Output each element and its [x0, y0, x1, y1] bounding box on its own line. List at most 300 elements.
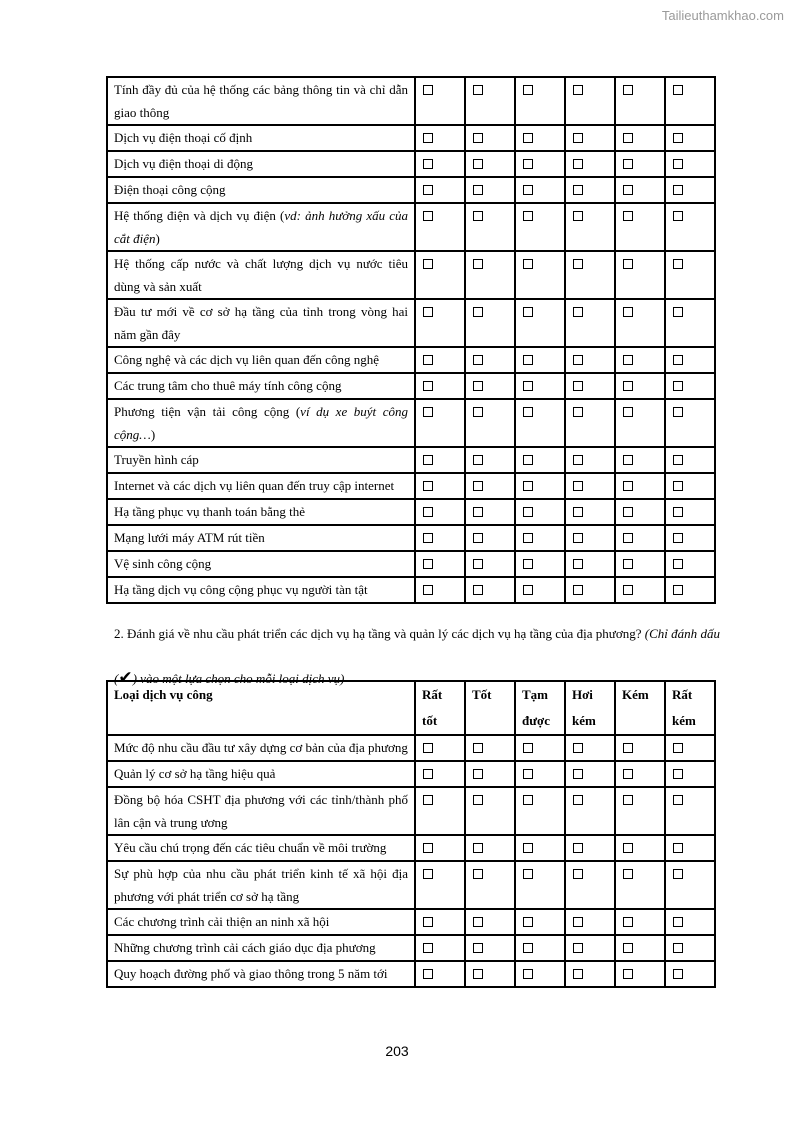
- option-cell: [615, 77, 665, 125]
- option-cell: [665, 909, 715, 935]
- checkbox[interactable]: [573, 507, 583, 517]
- checkbox[interactable]: [623, 533, 633, 543]
- checkbox[interactable]: [473, 85, 483, 95]
- checkbox[interactable]: [573, 533, 583, 543]
- header-option: Rất tốt: [415, 681, 465, 735]
- checkbox[interactable]: [473, 843, 483, 853]
- checkbox[interactable]: [573, 795, 583, 805]
- option-cell: [515, 935, 565, 961]
- checkbox[interactable]: [573, 355, 583, 365]
- option-cell: [465, 935, 515, 961]
- option-cell: [565, 151, 615, 177]
- checkbox[interactable]: [423, 585, 433, 595]
- checkbox[interactable]: [623, 869, 633, 879]
- checkbox[interactable]: [523, 585, 533, 595]
- checkbox[interactable]: [473, 969, 483, 979]
- option-cell: [465, 961, 515, 987]
- option-cell: [665, 399, 715, 447]
- checkbox[interactable]: [623, 507, 633, 517]
- checkbox[interactable]: [573, 133, 583, 143]
- option-cell: [415, 735, 465, 761]
- checkbox[interactable]: [473, 185, 483, 195]
- checkbox[interactable]: [623, 407, 633, 417]
- checkbox[interactable]: [623, 85, 633, 95]
- option-cell: [615, 551, 665, 577]
- checkbox[interactable]: [473, 381, 483, 391]
- checkbox[interactable]: [523, 307, 533, 317]
- checkbox[interactable]: [423, 159, 433, 169]
- table-row: [107, 473, 715, 499]
- checkbox[interactable]: [423, 381, 433, 391]
- row-label: Yêu cầu chú trọng đến các tiêu chuẩn về môi trường: [107, 835, 415, 861]
- option-cell: [615, 373, 665, 399]
- option-cell: [465, 77, 515, 125]
- checkbox[interactable]: [423, 355, 433, 365]
- checkbox[interactable]: [623, 585, 633, 595]
- checkbox[interactable]: [473, 917, 483, 927]
- option-cell: [665, 551, 715, 577]
- row-label: Quy hoạch đường phố và giao thông trong 5 năm tới: [107, 961, 415, 987]
- checkbox[interactable]: [673, 969, 683, 979]
- option-cell: [565, 787, 615, 835]
- checkbox[interactable]: [623, 743, 633, 753]
- row-label: Các chương trình cải thiện an ninh xã hội: [107, 909, 415, 935]
- option-cell: [565, 77, 615, 125]
- option-cell: [565, 251, 615, 299]
- checkbox[interactable]: [573, 559, 583, 569]
- checkbox[interactable]: [573, 407, 583, 417]
- option-cell: [415, 473, 465, 499]
- table-row: [107, 835, 715, 861]
- checkbox[interactable]: [573, 455, 583, 465]
- checkbox[interactable]: [523, 481, 533, 491]
- option-cell: [565, 551, 615, 577]
- checkbox[interactable]: [673, 585, 683, 595]
- option-cell: [565, 347, 615, 373]
- checkbox[interactable]: [573, 843, 583, 853]
- option-cell: [515, 787, 565, 835]
- checkbox[interactable]: [473, 585, 483, 595]
- option-cell: [565, 473, 615, 499]
- checkbox[interactable]: [423, 307, 433, 317]
- checkbox[interactable]: [573, 969, 583, 979]
- option-cell: [415, 373, 465, 399]
- table-row: [107, 525, 715, 551]
- option-cell: [565, 203, 615, 251]
- option-cell: [565, 861, 615, 909]
- checkbox[interactable]: [673, 917, 683, 927]
- checkbox[interactable]: [623, 795, 633, 805]
- option-cell: [665, 125, 715, 151]
- option-cell: [565, 961, 615, 987]
- row-label: Hạ tầng dịch vụ công cộng phục vụ người tàn tật: [107, 577, 415, 603]
- option-cell: [465, 551, 515, 577]
- checkbox[interactable]: [423, 869, 433, 879]
- checkbox[interactable]: [673, 133, 683, 143]
- checkbox[interactable]: [573, 585, 583, 595]
- checkbox[interactable]: [573, 307, 583, 317]
- checkbox[interactable]: [473, 407, 483, 417]
- option-cell: [415, 577, 465, 603]
- checkbox[interactable]: [423, 455, 433, 465]
- checkbox[interactable]: [573, 743, 583, 753]
- checkbox[interactable]: [573, 85, 583, 95]
- table-row: [107, 935, 715, 961]
- option-cell: [615, 961, 665, 987]
- checkbox[interactable]: [423, 769, 433, 779]
- table-row: [107, 761, 715, 787]
- checkbox[interactable]: [623, 843, 633, 853]
- checkbox[interactable]: [523, 259, 533, 269]
- row-label: Dịch vụ điện thoại di động: [107, 151, 415, 177]
- header-option: Hơi kém: [565, 681, 615, 735]
- page-number: 203: [385, 1043, 409, 1059]
- option-cell: [515, 151, 565, 177]
- row-label: Điện thoại công cộng: [107, 177, 415, 203]
- checkbox[interactable]: [623, 133, 633, 143]
- checkbox[interactable]: [523, 943, 533, 953]
- checkbox[interactable]: [423, 507, 433, 517]
- checkbox[interactable]: [523, 917, 533, 927]
- option-cell: [415, 177, 465, 203]
- row-label-part: ): [150, 427, 156, 442]
- checkbox[interactable]: [673, 85, 683, 95]
- option-cell: [515, 577, 565, 603]
- option-cell: [615, 151, 665, 177]
- option-cell: [415, 77, 465, 125]
- checkbox[interactable]: [423, 85, 433, 95]
- row-label: Các trung tâm cho thuê máy tính công cộng: [107, 373, 415, 399]
- option-cell: [465, 735, 515, 761]
- option-cell: [515, 399, 565, 447]
- checkbox[interactable]: [423, 743, 433, 753]
- option-cell: [465, 203, 515, 251]
- option-cell: [415, 551, 465, 577]
- header-option: Tốt: [465, 681, 515, 735]
- checkbox[interactable]: [673, 455, 683, 465]
- checkbox[interactable]: [673, 355, 683, 365]
- option-cell: [615, 499, 665, 525]
- checkbox[interactable]: [473, 259, 483, 269]
- checkbox[interactable]: [523, 455, 533, 465]
- checkbox[interactable]: [673, 159, 683, 169]
- checkbox[interactable]: [423, 481, 433, 491]
- checkbox[interactable]: [523, 159, 533, 169]
- option-cell: [515, 525, 565, 551]
- checkbox[interactable]: [673, 559, 683, 569]
- checkbox[interactable]: [523, 133, 533, 143]
- row-label: Hạ tầng phục vụ thanh toán bằng thẻ: [107, 499, 415, 525]
- table-row: [107, 447, 715, 473]
- checkbox[interactable]: [623, 307, 633, 317]
- option-cell: [615, 935, 665, 961]
- checkbox[interactable]: [673, 481, 683, 491]
- option-cell: [615, 399, 665, 447]
- option-cell: [615, 835, 665, 861]
- table-row: [107, 909, 715, 935]
- table-row: [107, 177, 715, 203]
- question-2-text: 2. Đánh giá về nhu cầu phát triển các dịch vụ hạ tầng và quản lý các dịch vụ hạ tầng của địa phương?: [114, 626, 645, 641]
- checkbox[interactable]: [573, 381, 583, 391]
- option-cell: [415, 203, 465, 251]
- option-cell: [515, 735, 565, 761]
- row-label: Đồng bộ hóa CSHT địa phương với các tỉnh/thành phố lân cận và trung ương: [107, 787, 415, 835]
- row-label: Tính đầy đủ của hệ thống các bảng thông tin và chỉ dẫn giao thông: [107, 77, 415, 125]
- checkbox[interactable]: [523, 407, 533, 417]
- table-row: [107, 861, 715, 909]
- checkbox[interactable]: [523, 769, 533, 779]
- checkbox[interactable]: [623, 381, 633, 391]
- checkbox[interactable]: [673, 743, 683, 753]
- checkbox[interactable]: [473, 769, 483, 779]
- option-cell: [465, 125, 515, 151]
- option-cell: [565, 373, 615, 399]
- table-row: [107, 787, 715, 835]
- row-label: [107, 399, 415, 447]
- option-cell: [415, 835, 465, 861]
- option-cell: [465, 835, 515, 861]
- option-cell: [665, 151, 715, 177]
- option-cell: [565, 835, 615, 861]
- checkbox[interactable]: [673, 381, 683, 391]
- checkbox[interactable]: [573, 259, 583, 269]
- table-header-row: [107, 681, 715, 735]
- question-2-note-before: (Chỉ đánh dấu (: [114, 626, 720, 686]
- checkbox[interactable]: [473, 869, 483, 879]
- checkbox[interactable]: [623, 969, 633, 979]
- checkbox[interactable]: [473, 743, 483, 753]
- row-label: Mạng lưới máy ATM rút tiền: [107, 525, 415, 551]
- option-cell: [465, 577, 515, 603]
- checkbox[interactable]: [423, 559, 433, 569]
- checkbox[interactable]: [473, 307, 483, 317]
- option-cell: [415, 299, 465, 347]
- row-label: Vệ sinh công cộng: [107, 551, 415, 577]
- checkbox[interactable]: [573, 481, 583, 491]
- option-cell: [665, 251, 715, 299]
- option-cell: [665, 835, 715, 861]
- checkbox[interactable]: [573, 917, 583, 927]
- checkbox[interactable]: [523, 381, 533, 391]
- watermark: Tailieuthamkhao.com: [661, 8, 784, 23]
- checkbox[interactable]: [473, 133, 483, 143]
- checkbox[interactable]: [623, 159, 633, 169]
- option-cell: [465, 761, 515, 787]
- option-cell: [415, 787, 465, 835]
- option-cell: [565, 125, 615, 151]
- option-cell: [415, 151, 465, 177]
- option-cell: [565, 299, 615, 347]
- checkbox[interactable]: [473, 943, 483, 953]
- option-cell: [565, 909, 615, 935]
- checkbox[interactable]: [623, 211, 633, 221]
- checkbox[interactable]: [423, 917, 433, 927]
- option-cell: [415, 251, 465, 299]
- option-cell: [465, 909, 515, 935]
- option-cell: [615, 761, 665, 787]
- table-row: [107, 499, 715, 525]
- option-cell: [465, 151, 515, 177]
- row-label: Truyền hình cáp: [107, 447, 415, 473]
- checkbox[interactable]: [523, 211, 533, 221]
- checkbox[interactable]: [623, 355, 633, 365]
- checkbox[interactable]: [523, 507, 533, 517]
- checkbox[interactable]: [523, 795, 533, 805]
- option-cell: [515, 177, 565, 203]
- option-cell: [415, 761, 465, 787]
- checkbox[interactable]: [673, 769, 683, 779]
- checkbox[interactable]: [623, 481, 633, 491]
- table-row: [107, 373, 715, 399]
- checkbox[interactable]: [673, 185, 683, 195]
- option-cell: [665, 935, 715, 961]
- option-cell: [615, 347, 665, 373]
- option-cell: [615, 577, 665, 603]
- option-cell: [665, 203, 715, 251]
- checkbox[interactable]: [473, 355, 483, 365]
- table-row: [107, 735, 715, 761]
- option-cell: [515, 251, 565, 299]
- option-cell: [615, 447, 665, 473]
- checkbox[interactable]: [573, 869, 583, 879]
- checkbox[interactable]: [473, 795, 483, 805]
- checkbox[interactable]: [423, 133, 433, 143]
- question-2-note-after: ) vào một lựa chọn cho mỗi loại dịch vụ): [132, 671, 345, 686]
- checkbox[interactable]: [473, 507, 483, 517]
- option-cell: [465, 787, 515, 835]
- option-cell: [515, 347, 565, 373]
- table-row: [107, 577, 715, 603]
- checkbox[interactable]: [623, 917, 633, 927]
- option-cell: [515, 299, 565, 347]
- checkbox[interactable]: [423, 843, 433, 853]
- row-label: Hệ thống cấp nước và chất lượng dịch vụ nước tiêu dùng và sản xuất: [107, 251, 415, 299]
- checkbox[interactable]: [523, 559, 533, 569]
- checkbox[interactable]: [423, 211, 433, 221]
- option-cell: [665, 347, 715, 373]
- row-label: Mức độ nhu cầu đầu tư xây dựng cơ bản của địa phương: [107, 735, 415, 761]
- option-cell: [515, 961, 565, 987]
- option-cell: [465, 525, 515, 551]
- checkbox[interactable]: [673, 795, 683, 805]
- option-cell: [465, 499, 515, 525]
- checkbox[interactable]: [673, 869, 683, 879]
- checkbox[interactable]: [623, 943, 633, 953]
- checkbox[interactable]: [423, 533, 433, 543]
- table-row: [107, 399, 715, 447]
- checkbox[interactable]: [423, 969, 433, 979]
- checkbox[interactable]: [473, 159, 483, 169]
- option-cell: [615, 861, 665, 909]
- checkbox[interactable]: [673, 533, 683, 543]
- option-cell: [565, 399, 615, 447]
- checkbox[interactable]: [673, 943, 683, 953]
- option-cell: [565, 525, 615, 551]
- checkbox[interactable]: [423, 943, 433, 953]
- checkbox[interactable]: [473, 533, 483, 543]
- checkbox[interactable]: [473, 481, 483, 491]
- option-cell: [615, 299, 665, 347]
- check-mark-icon: ✔: [118, 668, 133, 687]
- option-cell: [565, 447, 615, 473]
- checkbox[interactable]: [473, 211, 483, 221]
- checkbox[interactable]: [673, 507, 683, 517]
- checkbox[interactable]: [473, 455, 483, 465]
- option-cell: [415, 525, 465, 551]
- option-cell: [515, 499, 565, 525]
- option-cell: [465, 347, 515, 373]
- option-cell: [465, 373, 515, 399]
- checkbox[interactable]: [473, 559, 483, 569]
- table-row: [107, 125, 715, 151]
- option-cell: [465, 399, 515, 447]
- option-cell: [665, 961, 715, 987]
- checkbox[interactable]: [523, 185, 533, 195]
- checkbox[interactable]: [623, 259, 633, 269]
- checkbox[interactable]: [673, 259, 683, 269]
- checkbox[interactable]: [523, 355, 533, 365]
- option-cell: [665, 499, 715, 525]
- checkbox[interactable]: [623, 185, 633, 195]
- checkbox[interactable]: [573, 943, 583, 953]
- option-cell: [665, 735, 715, 761]
- row-label: Đầu tư mới về cơ sở hạ tầng của tỉnh trong vòng hai năm gần đây: [107, 299, 415, 347]
- row-label: Dịch vụ điện thoại cố định: [107, 125, 415, 151]
- checkbox[interactable]: [523, 743, 533, 753]
- option-cell: [615, 473, 665, 499]
- checkbox[interactable]: [523, 85, 533, 95]
- row-label: Sự phù hợp của nhu cầu phát triển kinh tế xã hội địa phương với phát triển cơ sở hạ tầng: [107, 861, 415, 909]
- checkbox[interactable]: [673, 843, 683, 853]
- checkbox[interactable]: [573, 769, 583, 779]
- row-label: [107, 203, 415, 251]
- public-service-needs-table: [106, 680, 716, 988]
- row-label-part: Phương tiện vận tải công cộng (: [114, 404, 301, 419]
- checkbox[interactable]: [523, 843, 533, 853]
- table-row: [107, 251, 715, 299]
- option-cell: [515, 761, 565, 787]
- option-cell: [465, 447, 515, 473]
- table-row: [107, 347, 715, 373]
- table-row: [107, 299, 715, 347]
- checkbox[interactable]: [423, 185, 433, 195]
- checkbox[interactable]: [573, 211, 583, 221]
- option-cell: [465, 299, 515, 347]
- checkbox[interactable]: [673, 307, 683, 317]
- checkbox[interactable]: [573, 159, 583, 169]
- checkbox[interactable]: [423, 407, 433, 417]
- option-cell: [565, 177, 615, 203]
- checkbox[interactable]: [623, 769, 633, 779]
- checkbox[interactable]: [673, 211, 683, 221]
- checkbox[interactable]: [423, 259, 433, 269]
- option-cell: [565, 735, 615, 761]
- option-cell: [415, 935, 465, 961]
- checkbox[interactable]: [673, 407, 683, 417]
- option-cell: [465, 473, 515, 499]
- option-cell: [415, 861, 465, 909]
- checkbox[interactable]: [423, 795, 433, 805]
- checkbox[interactable]: [523, 969, 533, 979]
- option-cell: [515, 373, 565, 399]
- checkbox[interactable]: [523, 869, 533, 879]
- checkbox[interactable]: [523, 533, 533, 543]
- option-cell: [665, 787, 715, 835]
- checkbox[interactable]: [623, 455, 633, 465]
- option-cell: [565, 761, 615, 787]
- checkbox[interactable]: [573, 185, 583, 195]
- checkbox[interactable]: [623, 559, 633, 569]
